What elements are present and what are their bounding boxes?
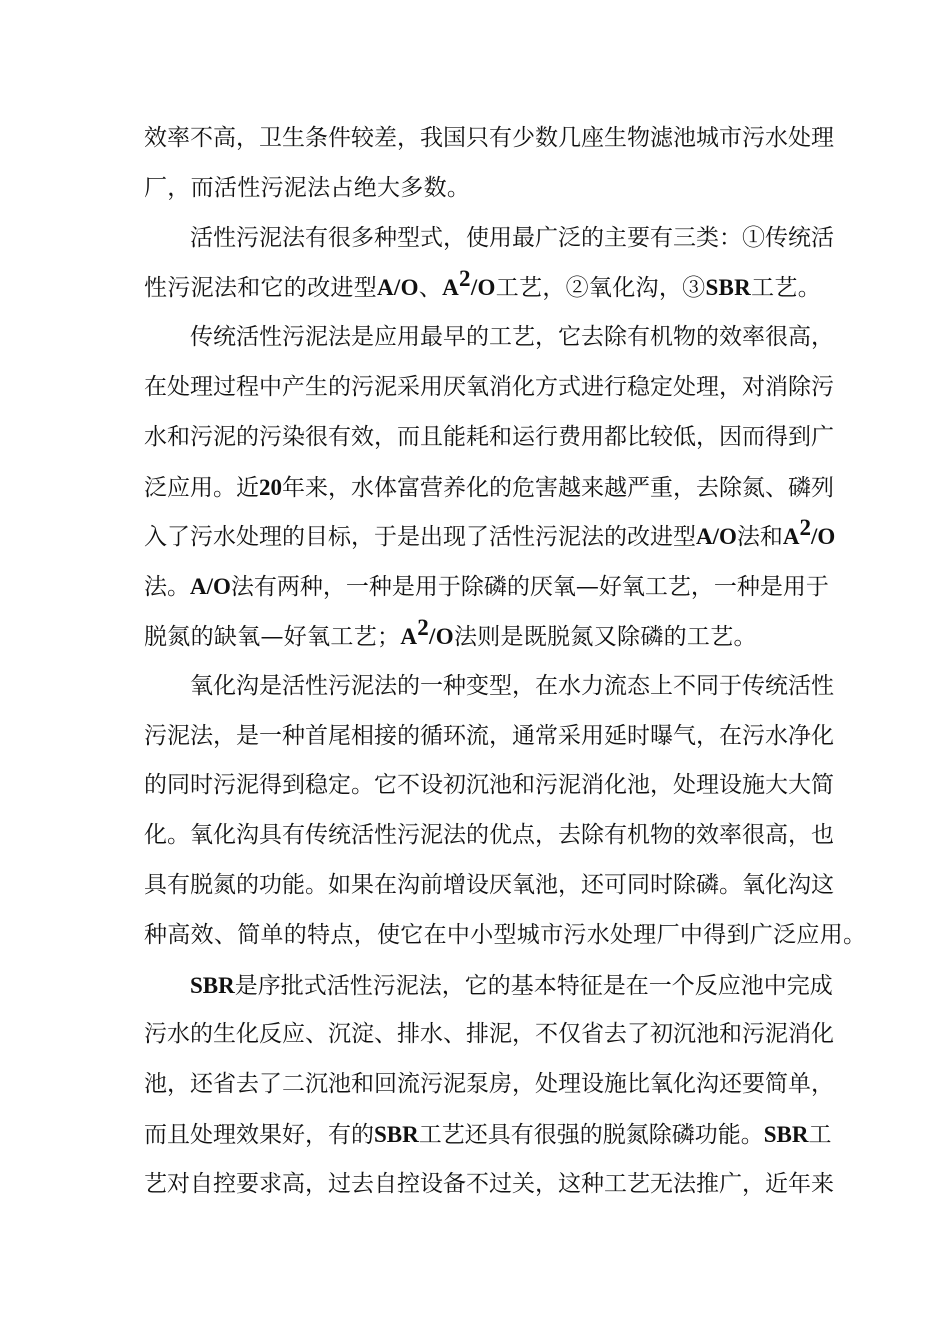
text-run: 池，还省去了二沉池和回流污泥泵房，处理设施比氧化沟还要简单， [144, 1071, 834, 1098]
superscript: 2 [459, 266, 471, 292]
text-line [144, 911, 867, 961]
text-line [144, 1060, 834, 1110]
text-line [144, 861, 834, 911]
text-line [144, 263, 821, 313]
text-line [144, 114, 834, 164]
text-line [144, 463, 834, 513]
paragraph-first-line [144, 662, 834, 712]
text-line [144, 1110, 832, 1160]
text-run: 法和 [736, 524, 783, 551]
text-run: 性污泥法和它的改进型 [144, 275, 377, 302]
paragraph-first-line [144, 961, 833, 1011]
text-run: 工艺，②氧化沟，③ [495, 275, 706, 302]
bold-term: A [400, 623, 418, 649]
bold-term: SBR [190, 972, 235, 998]
text-run: 工艺。 [751, 275, 821, 302]
text-run: 法则是既脱氮又除磷的工艺。 [453, 623, 757, 650]
text-run: 年来，水体富营养化的危害越来越严重，去除氮、磷列 [282, 474, 834, 501]
text-run: 法。 [144, 574, 190, 601]
text-run: 水和污泥的污染很有效，而且能耗和运行费用都比较低，因而得到广 [144, 423, 834, 450]
bold-term: 20 [259, 474, 282, 500]
text-run: 厂，而活性污泥法占绝大多数。 [144, 174, 471, 201]
bold-term: /O [811, 524, 836, 550]
text-line [144, 811, 834, 861]
text-run: 具有脱氮的功能。如果在沟前增设厌氧池，还可同时除磷。氧化沟这 [144, 871, 834, 898]
text-run: 传统活性污泥法是应用最早的工艺，它去除有机物的效率很高， [190, 324, 834, 351]
document-body [144, 114, 867, 1210]
text-run: 工艺还具有很强的脱氮除磷功能。 [418, 1121, 764, 1148]
superscript: 2 [799, 515, 812, 541]
text-run: 氧化沟是活性污泥法的一种变型，在水力流态上不同于传统活性 [190, 672, 834, 699]
text-line [144, 512, 836, 562]
text-line [144, 612, 808, 662]
bold-term: A [442, 275, 460, 301]
bold-term: /O [470, 275, 496, 301]
text-run: 是序批式活性污泥法，它的基本特征是在一个反应池中完成 [234, 972, 833, 999]
text-line [144, 164, 808, 214]
text-line [144, 1010, 834, 1060]
text-run: 入了污水处理的目标，于是出现了活性污泥法的改进型 [144, 524, 696, 551]
bold-term: SBR [763, 1121, 809, 1147]
bold-term: A/O [696, 524, 737, 550]
text-run: 污水的生化反应、沉淀、排水、排泥，不仅省去了初沉池和污泥消化 [144, 1021, 834, 1048]
text-line [144, 562, 829, 612]
text-run: 种高效、简单的特点，使它在中小型城市污水处理厂中得到广泛应用。 [144, 921, 867, 948]
text-run: 而且处理效果好，有的 [144, 1121, 374, 1148]
text-run: 、 [418, 275, 443, 302]
bold-term: /O [429, 623, 454, 649]
paragraph-first-line [144, 214, 834, 264]
paragraph-first-line [144, 313, 834, 363]
text-line [144, 761, 834, 811]
bold-term: SBR [374, 1121, 419, 1147]
superscript: 2 [417, 614, 430, 640]
text-run: 脱氮的缺氧—好氧工艺； [144, 623, 401, 650]
text-run: 艺对自控要求高，过去自控设备不过关，这种工艺无法推广，近年来 [144, 1170, 834, 1197]
text-run: 化。氧化沟具有传统活性污泥法的优点，去除有机物的效率很高，也 [144, 822, 834, 849]
bold-term: A/O [190, 574, 231, 600]
text-run: 活性污泥法有很多种型式，使用最广泛的主要有三类：①传统活 [190, 224, 834, 251]
text-run: 在处理过程中产生的污泥采用厌氧消化方式进行稳定处理，对消除污 [144, 373, 834, 400]
bold-term: A [782, 524, 800, 550]
text-line [144, 413, 834, 463]
text-run: 效率不高，卫生条件较差，我国只有少数几座生物滤池城市污水处理 [144, 125, 834, 151]
text-line [144, 1160, 834, 1210]
text-line [144, 712, 834, 762]
text-run: 法有两种，一种是用于除磷的厌氧—好氧工艺，一种是用于 [230, 574, 829, 601]
bold-term: SBR [705, 275, 752, 301]
text-run: 污泥法，是一种首尾相接的循环流，通常采用延时曝气，在污水净化 [144, 722, 834, 749]
text-run: 工 [808, 1121, 832, 1148]
text-line [144, 363, 834, 413]
bold-term: A/O [377, 275, 419, 301]
text-run: 的同时污泥得到稳定。它不设初沉池和污泥消化池，处理设施大大简 [144, 772, 834, 799]
text-run: 泛应用。近 [144, 474, 259, 501]
